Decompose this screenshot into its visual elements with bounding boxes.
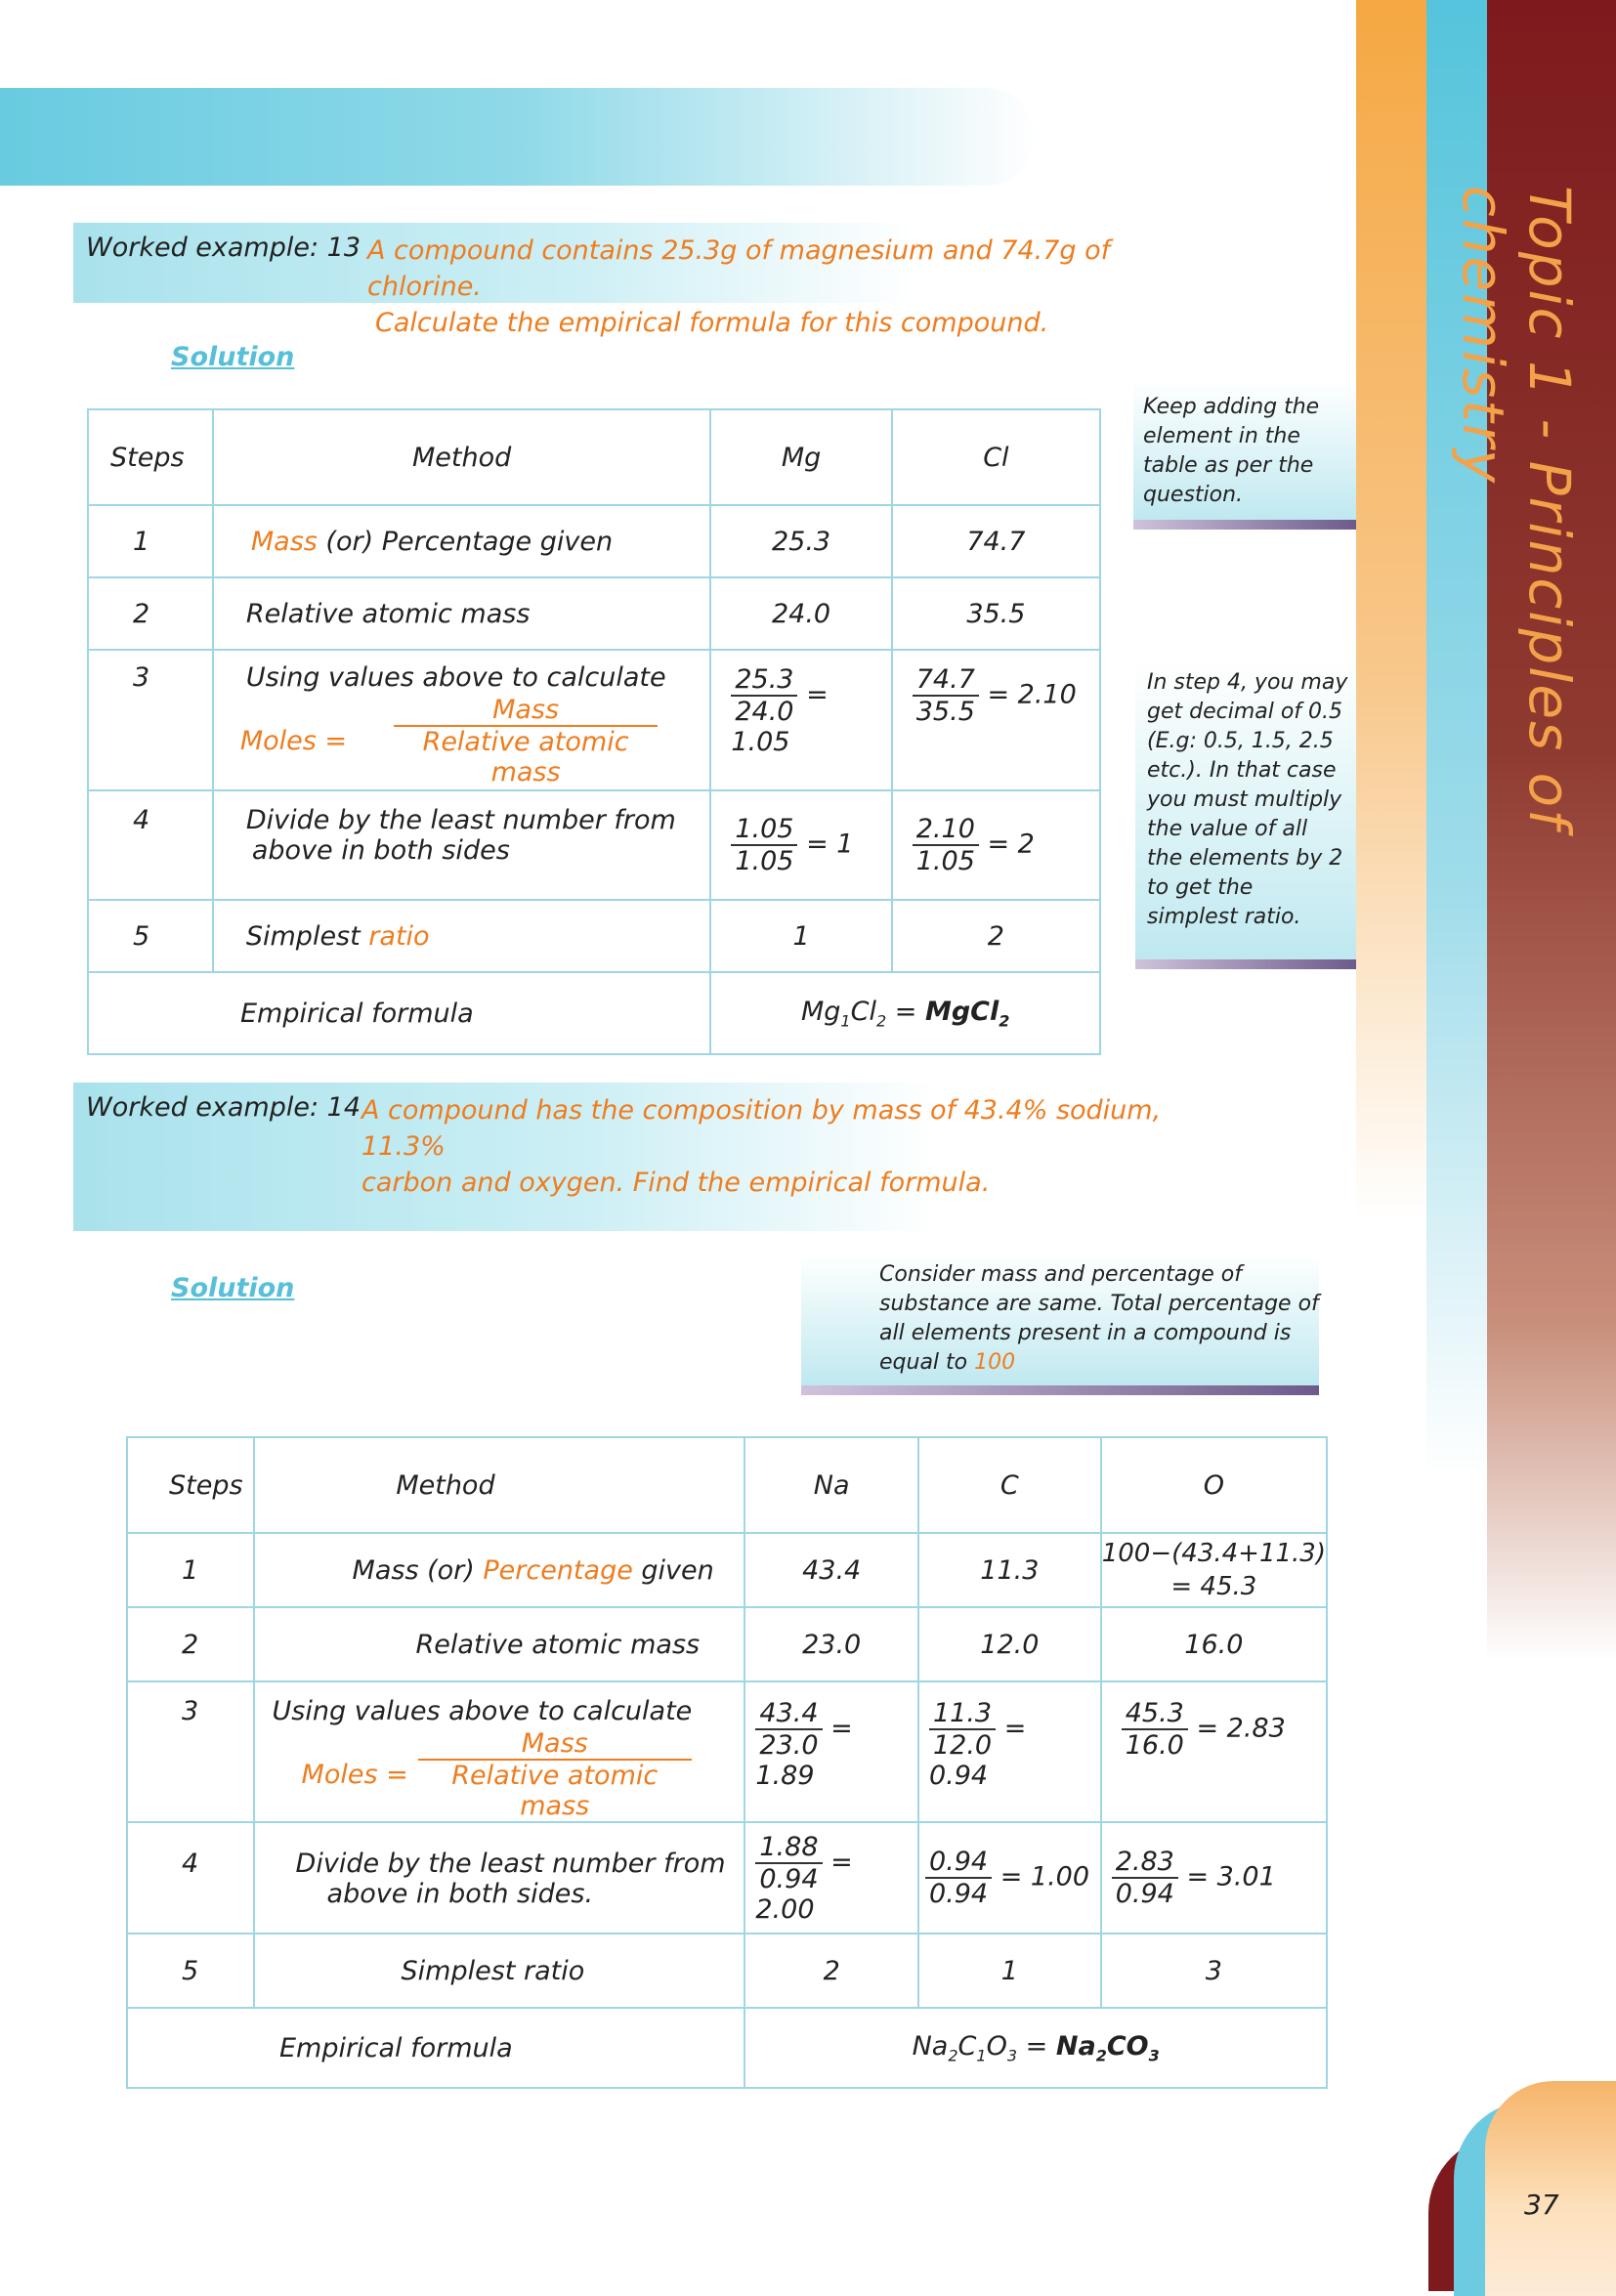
formula-result: Na [1055,2030,1096,2062]
moles-label: Moles = [301,1760,408,1790]
method-highlight: Mass [250,526,318,557]
fraction-denominator: 1.05 [735,846,794,876]
moles-label: Moles = [239,726,348,756]
value-cl [892,650,1100,790]
table-header-row [127,1437,1327,1533]
note-callout-3-bar [801,1385,1319,1395]
fraction-result: = 2.10 [987,679,1077,710]
value-c [918,1822,1101,1934]
fraction-numerator: 25.3 [731,664,797,697]
fraction-denominator: 0.94 [928,1879,989,1909]
method-cell [254,1822,745,1934]
fraction [731,814,797,876]
header-c: C [918,1437,1101,1533]
question-line-2: carbon and oxygen. Find the empirical formula. [361,1168,991,1198]
worked-example-13-label: Worked example: 13 [86,233,361,263]
fraction-numerator: 45.3 [1122,1698,1188,1730]
method-text: given [632,1554,714,1586]
fraction-result: = 2.00 [755,1847,853,1925]
fraction [755,1832,822,1894]
side-strip-orange [1356,0,1426,1221]
header-mg: Mg [710,409,891,505]
empirical-formula-label: Empirical formula [127,2008,744,2088]
table-row [127,1822,1327,1934]
fraction [925,1847,992,1909]
method-cell: Relative atomic mass [254,1607,745,1681]
fraction [731,664,797,727]
table-row [88,505,1100,577]
solution-table-14 [126,1436,1328,2089]
fraction [755,1698,822,1761]
moles-fraction [394,695,658,787]
step-number: 1 [88,505,213,577]
fraction-numerator: 11.3 [929,1698,996,1730]
fraction-numerator: 74.7 [913,664,979,697]
step-number: 5 [127,1934,254,2008]
worked-example-13-question [367,233,1227,341]
fraction-result: = 1.00 [999,1861,1090,1892]
fraction-result: = 2 [987,829,1035,860]
empirical-formula-value [710,972,1100,1054]
formula-element: Na [912,2030,949,2062]
solution-heading-13: Solution [171,342,295,372]
worked-example-14-label: Worked example: 14 [86,1092,361,1123]
question-line-1: A compound contains 25.3g of magnesium and 74.7g of chlorine. [367,235,1111,302]
step-number: 4 [88,790,213,900]
fraction-denominator: 16.0 [1125,1730,1184,1761]
method-text-line-2: above in both sides [251,835,510,866]
value-o [1101,1533,1327,1607]
topic-title: Topic 1 - Principles of chemistry [1450,186,1583,831]
method-highlight: ratio [368,920,430,952]
formula-element: O [986,2030,1007,2062]
fraction-numerator: 43.4 [755,1698,822,1730]
formula-element: C [957,2030,977,2062]
table-header-row [88,409,1100,505]
value-mg [710,650,891,790]
method-text: (or) Percentage given [317,526,614,557]
solution-heading-14: Solution [171,1273,295,1303]
method-cell [213,790,710,900]
empirical-formula-label: Empirical formula [88,972,710,1054]
value-o: 16.0 [1101,1607,1327,1681]
formula-subscript: 1 [976,2046,987,2065]
moles-formula [273,1728,735,1821]
empirical-formula-row [127,2008,1327,2088]
table-row [88,577,1100,650]
formula-element: Cl [850,996,876,1027]
formula-equals: = [894,996,917,1027]
value-na: 43.4 [744,1533,918,1607]
header-o: O [1101,1437,1327,1533]
note-callout-2: In step 4, you may get decimal of 0.5 (E.g: 0.5, 1.5, 2.5 etc.). In that case you must multiply the value of all the elements by 2 to get the simplest ratio. [1135,660,1356,959]
step-number: 1 [127,1533,254,1607]
question-line-2: Calculate the empirical formula for this compound. [375,308,1049,338]
fraction-denominator: Relative atomic mass [451,1761,659,1821]
value-o-line-1: 100−(43.4+11.3) [1101,1539,1326,1568]
method-cell [254,1533,745,1607]
method-text-line-1: Divide by the least number from [295,1849,726,1879]
table-row [127,1934,1327,2008]
value-c: 11.3 [918,1533,1101,1607]
fraction-denominator: 1.05 [915,846,975,876]
formula-element: Mg [800,996,841,1027]
value-mg: 1 [710,900,891,972]
note-text: Consider mass and percentage of substance are same. Total percentage of all elements present in a compound is equal to [879,1262,1319,1375]
step-number: 5 [88,900,213,972]
value-o: 3 [1101,1934,1327,2008]
method-cell [254,1681,745,1822]
note-callout-1: Keep adding the element in the table as per the question. [1133,381,1356,520]
method-text: Mass (or) [352,1554,484,1586]
fraction-numerator: Mass [418,1728,692,1761]
fraction-result: = 1 [806,829,854,860]
fraction-numerator: 1.88 [755,1832,822,1864]
step-number: 2 [88,577,213,650]
fraction-denominator: 0.94 [1115,1879,1174,1909]
value-c: 1 [918,1934,1101,2008]
step-number: 3 [127,1681,254,1822]
method-text: Simplest [245,920,369,952]
formula-subscript: 2 [948,2046,958,2065]
solution-table-13 [87,408,1101,1055]
formula-result-subscript: 3 [1148,2046,1160,2065]
fraction-result: = 1.89 [755,1713,853,1791]
value-mg: 24.0 [710,577,891,650]
fraction-result: = 2.83 [1196,1713,1286,1744]
fraction [1112,1847,1178,1909]
note-callout-1-bar [1133,520,1356,530]
moles-formula [239,695,700,787]
moles-fraction [418,1728,692,1821]
value-mg [710,790,891,900]
top-decorative-band [0,88,1036,186]
fraction-result: = 0.94 [928,1713,1027,1791]
value-na [744,1822,918,1934]
step-number: 2 [127,1607,254,1681]
worked-example-14-question [361,1092,1241,1201]
value-o [1101,1681,1327,1822]
note-highlight: 100 [974,1350,1016,1375]
fraction-numerator: 1.05 [731,814,797,846]
formula-result: CO [1106,2030,1149,2062]
fraction [913,814,979,876]
method-cell: Simplest ratio [254,1934,745,2008]
table-row [127,1533,1327,1607]
value-cl: 35.5 [892,577,1100,650]
fraction [1122,1698,1188,1761]
formula-result-subscript: 2 [1095,2046,1107,2065]
method-cell [213,505,710,577]
value-c [918,1681,1101,1822]
fraction-denominator: Relative atomic mass [422,727,629,787]
question-line-1: A compound has the composition by mass of 43.4% sodium, 11.3% [361,1095,1162,1162]
fraction-numerator: 2.10 [913,814,979,846]
header-steps: Steps [88,409,213,505]
step-number: 4 [127,1822,254,1934]
fraction-denominator: 35.5 [915,697,975,727]
formula-result: MgCl [924,996,999,1027]
fraction [929,1698,996,1761]
empirical-formula-row [88,972,1100,1054]
fraction-result: = 1.05 [731,679,829,757]
formula-subscript: 3 [1006,2046,1018,2065]
formula-equals: = [1025,2030,1048,2062]
header-method: Method [213,409,710,505]
page-number: 37 [1524,2189,1559,2221]
fraction-numerator: 2.83 [1112,1847,1178,1879]
fraction-numerator: 0.94 [925,1847,992,1879]
table-row [127,1681,1327,1822]
value-c: 12.0 [918,1607,1101,1681]
table-row [88,790,1100,900]
fraction-denominator: 0.94 [759,1863,819,1894]
note-callout-2-bar [1135,959,1356,969]
fraction-denominator: 23.0 [759,1730,819,1761]
empirical-formula-value [744,2008,1327,2088]
header-method: Method [254,1437,745,1533]
value-cl: 2 [892,900,1100,972]
table-row [127,1607,1327,1681]
value-o [1101,1822,1327,1934]
method-highlight: Percentage [483,1554,633,1586]
value-mg: 25.3 [710,505,891,577]
header-cl: Cl [892,409,1100,505]
method-text-line-2: above in both sides. [326,1879,594,1909]
value-na [744,1681,918,1822]
fraction [913,664,979,727]
table-row [88,900,1100,972]
method-text: Using values above to calculate [272,1696,693,1726]
table-row [88,650,1100,790]
fraction-denominator: 24.0 [735,697,794,727]
value-na: 23.0 [744,1607,918,1681]
value-na: 2 [744,1934,918,2008]
fraction-denominator: 12.0 [932,1730,993,1761]
method-text-line-1: Divide by the least number from [245,805,676,835]
note-callout-3 [801,1254,1319,1385]
header-na: Na [744,1437,918,1533]
formula-subscript: 2 [875,1011,887,1031]
method-text: Using values above to calculate [245,662,666,693]
method-cell [213,900,710,972]
value-o-line-2: = 45.3 [1170,1572,1257,1601]
fraction-result: = 3.01 [1186,1861,1276,1892]
value-cl [892,790,1100,900]
formula-result-subscript: 2 [999,1011,1010,1031]
fraction-numerator: Mass [394,695,658,727]
header-steps: Steps [127,1437,254,1533]
step-number: 3 [88,650,213,790]
method-cell: Relative atomic mass [213,577,710,650]
value-cl: 74.7 [892,505,1100,577]
formula-subscript: 1 [840,1011,851,1031]
method-cell [213,650,710,790]
